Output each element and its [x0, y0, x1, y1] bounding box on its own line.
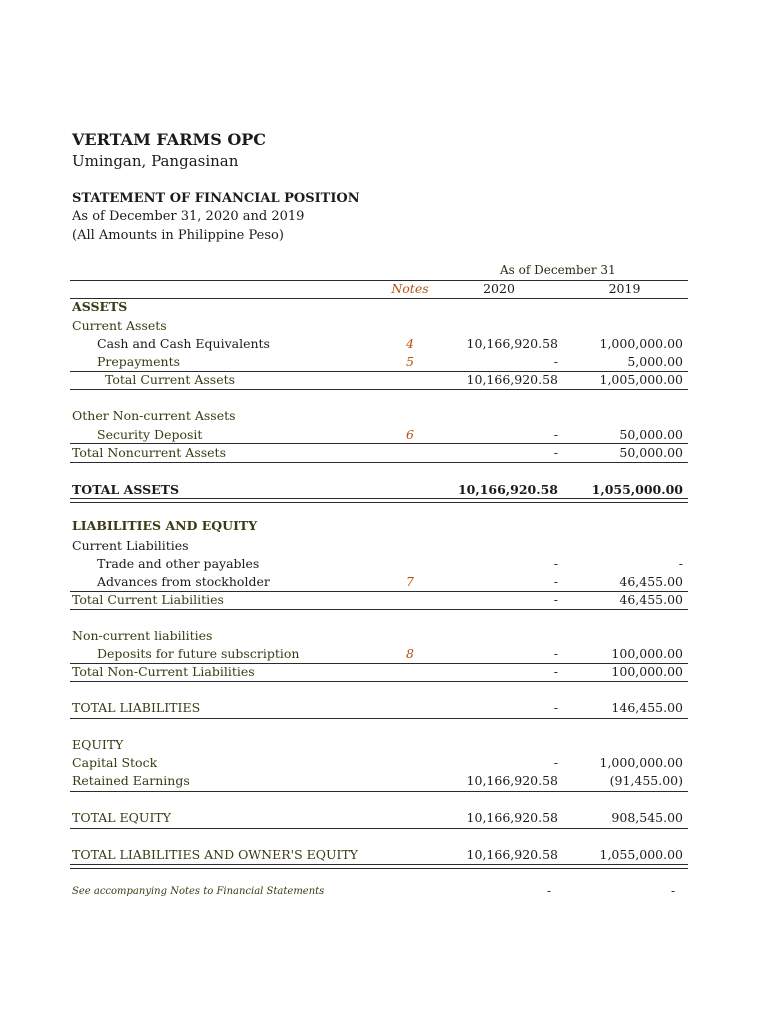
row-label: Deposits for future subscription [97, 646, 300, 661]
value-2019: 1,000,000.00 [599, 755, 683, 770]
row-label: Cash and Cash Equivalents [97, 336, 270, 351]
row-label: Capital Stock [72, 755, 158, 770]
note-ref: 6 [406, 427, 414, 442]
value-2020: - [553, 700, 558, 715]
divider [70, 462, 688, 463]
double-divider [70, 498, 688, 503]
row-label: Total Current Assets [105, 372, 236, 387]
total-row [0, 700, 768, 718]
table-row [0, 755, 768, 773]
current-liabilities-heading: Current Liabilities [72, 538, 189, 553]
liabilities-equity-heading: LIABILITIES AND EQUITY [72, 518, 258, 533]
table-row [0, 646, 768, 664]
value-2020: - [553, 592, 558, 607]
noncurrent-liabilities-heading: Non-current liabilities [72, 628, 213, 643]
value-2020: - [553, 664, 558, 679]
value-2020: - [553, 445, 558, 460]
value-2019: 146,455.00 [611, 700, 683, 715]
year-2019-header: 2019 [608, 281, 641, 296]
value-2019: 46,455.00 [619, 592, 683, 607]
subsection-row [0, 628, 768, 646]
value-2020: 10,166,920.58 [457, 482, 558, 497]
value-2019: 1,055,000.00 [599, 847, 683, 862]
statement-date: As of December 31, 2020 and 2019 [72, 209, 305, 224]
divider [70, 681, 688, 682]
value-2019: 1,005,000.00 [599, 372, 683, 387]
value-2020: 10,166,920.58 [466, 372, 558, 387]
statement-title: STATEMENT OF FINANCIAL POSITION [72, 191, 360, 206]
value-2019: - [678, 556, 683, 571]
footnote: See accompanying Notes to Financial Statements [72, 886, 325, 897]
value-2020: - [553, 574, 558, 589]
value-2019: 1,055,000.00 [591, 482, 683, 497]
divider [70, 609, 688, 610]
subsection-row [0, 408, 768, 426]
note-ref: 8 [406, 646, 414, 661]
total-row [0, 664, 768, 682]
note-ref: 4 [406, 336, 414, 351]
double-divider [70, 864, 688, 869]
value-2019: 1,000,000.00 [599, 336, 683, 351]
row-label: Trade and other payables [97, 556, 260, 571]
row-label: Total Non-Current Liabilities [72, 664, 255, 679]
value-2019: 908,545.00 [611, 810, 683, 825]
company-name: VERTAM FARMS OPC [72, 130, 267, 149]
divider [70, 718, 688, 719]
total-row [0, 592, 768, 610]
column-header-row [0, 281, 768, 299]
row-label: TOTAL ASSETS [72, 482, 179, 497]
total-row [0, 810, 768, 828]
value-2019: (91,455.00) [609, 773, 683, 788]
footnote-dash-2020: - [547, 884, 552, 898]
section-row [0, 299, 768, 317]
notes-header: Notes [391, 281, 429, 296]
value-2020: - [553, 354, 558, 369]
table-row [0, 354, 768, 372]
value-2020: - [553, 556, 558, 571]
table-row [0, 336, 768, 354]
amounts-note: (All Amounts in Philippine Peso) [72, 228, 284, 243]
divider [70, 443, 688, 444]
subsection-row [0, 737, 768, 755]
value-2019: 100,000.00 [611, 664, 683, 679]
equity-heading: EQUITY [72, 737, 124, 752]
table-row [0, 773, 768, 791]
value-2019: 50,000.00 [619, 427, 683, 442]
note-ref: 7 [406, 574, 414, 589]
table-row [0, 574, 768, 592]
value-2020: 10,166,920.58 [466, 336, 558, 351]
total-row [0, 445, 768, 463]
value-2019: 50,000.00 [619, 445, 683, 460]
row-label: Advances from stockholder [97, 574, 270, 589]
divider [70, 791, 688, 792]
row-label: TOTAL EQUITY [72, 810, 171, 825]
value-2019: 46,455.00 [619, 574, 683, 589]
table-row [0, 556, 768, 574]
other-noncurrent-heading: Other Non-current Assets [72, 408, 236, 423]
grand-total-row [0, 847, 768, 865]
value-2020: 10,166,920.58 [466, 773, 558, 788]
value-2020: - [553, 755, 558, 770]
row-label: Prepayments [97, 354, 181, 369]
footnote-dash-2019: - [671, 884, 676, 898]
divider [70, 389, 688, 390]
value-2020: 10,166,920.58 [466, 810, 558, 825]
value-2020: - [553, 427, 558, 442]
row-label: Security Deposit [97, 427, 203, 442]
row-label: TOTAL LIABILITIES AND OWNER'S EQUITY [72, 847, 359, 862]
total-row [0, 372, 768, 390]
row-label: TOTAL LIABILITIES [72, 700, 201, 715]
value-2020: - [553, 646, 558, 661]
year-2020-header: 2020 [483, 281, 515, 296]
row-label: Total Current Liabilities [72, 592, 224, 607]
row-label: Total Noncurrent Assets [72, 445, 226, 460]
current-assets-heading: Current Assets [72, 318, 167, 333]
note-ref: 5 [406, 354, 414, 369]
value-2019: 5,000.00 [627, 354, 683, 369]
subsection-row [0, 538, 768, 556]
assets-heading: ASSETS [72, 299, 128, 314]
subsection-row [0, 318, 768, 336]
divider [70, 828, 688, 829]
company-location: Umingan, Pangasinan [72, 152, 239, 170]
column-group-header: As of December 31 [500, 263, 616, 277]
section-row [0, 518, 768, 536]
value-2020: 10,166,920.58 [466, 847, 558, 862]
row-label: Retained Earnings [72, 773, 190, 788]
value-2019: 100,000.00 [611, 646, 683, 661]
